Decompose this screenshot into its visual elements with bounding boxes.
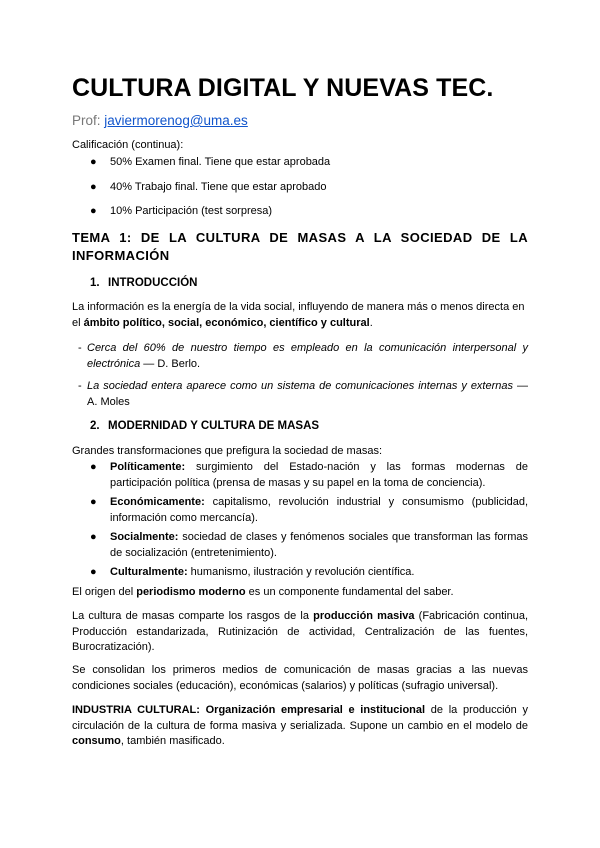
list-item: ● Socialmente: sociedad de clases y fenómenos sociales que transforman las formas de socialización (entretenimiento).: [90, 531, 528, 559]
section2-intro: Grandes transformaciones que prefigura la sociedad de masas:: [72, 445, 383, 457]
section-heading-modernidad: 2. MODERNIDAD Y CULTURA DE MASAS: [90, 420, 320, 432]
bullet-icon: ●: [90, 181, 97, 193]
intro-paragraph: La información es la energía de la vida social, influyendo de manera más o menos directa en el ámbito político, social, económico, científico y cultural.: [72, 301, 525, 329]
grading-heading: Calificación (continua):: [72, 139, 184, 151]
cultural-industry-paragraph: INDUSTRIA CULTURAL: Organización empresarial e institucional de la producción y circulación de la cultura de forma masiva y serializada. Supone un cambio en el modelo de consumo, también masificado.: [72, 704, 528, 747]
transformations-list: [90, 460, 528, 585]
list-item: ● Económicamente: capitalismo, revolución industrial y consumismo (publicidad, información como mercancía).: [90, 496, 528, 524]
professor-label: Prof:: [72, 113, 101, 128]
dash-marker: -: [78, 380, 82, 392]
bullet-icon: ●: [90, 531, 97, 543]
mass-culture-paragraph: La cultura de masas comparte los rasgos de la producción masiva (Fabricación continua, Producción estandarizada, Rutinización de actividad, Centralización de las fuentes, Burocratización).: [72, 610, 528, 653]
quote-moles: - La sociedad entera aparece como un sistema de comunicaciones internas y externas — A. Moles: [78, 380, 529, 408]
professor-email-link[interactable]: javiermorenog@uma.es: [104, 113, 248, 128]
grading-item: ● 40% Trabajo final. Tiene que estar aprobado: [90, 181, 327, 193]
section-heading-introduccion: 1. INTRODUCCIÓN: [90, 277, 198, 289]
bullet-icon: ●: [90, 496, 97, 508]
grading-item: ● 50% Examen final. Tiene que estar aprobada: [90, 156, 331, 168]
dash-marker: -: [78, 342, 82, 354]
professor-line: [72, 113, 248, 128]
bullet-icon: ●: [90, 205, 97, 217]
chapter-heading: TEMA 1: DE LA CULTURA DE MASAS A LA SOCIEDAD DE LA INFORMACIÓN: [72, 230, 528, 263]
bullet-icon: ●: [90, 156, 97, 168]
grading-item: ● 10% Participación (test sorpresa): [90, 205, 273, 217]
list-item: ● Culturalmente: humanismo, ilustración y revolución científica.: [90, 565, 528, 581]
origin-paragraph: El origen del periodismo moderno es un componente fundamental del saber.: [72, 586, 454, 598]
quote-berlo: - Cerca del 60% de nuestro tiempo es empleado en la comunicación interpersonal y electrónica — D. Berlo.: [78, 342, 528, 370]
document-title: CULTURA DIGITAL Y NUEVAS TEC.: [72, 74, 494, 102]
list-item: ● Políticamente: surgimiento del Estado-nación y las formas modernas de participación política (prensa de masas y su papel en la toma de conciencia).: [90, 461, 528, 489]
bullet-icon: ●: [90, 566, 97, 578]
media-paragraph: Se consolidan los primeros medios de comunicación de masas gracias a las nuevas condiciones sociales (educación), económicas (salarios) y políticas (sufragio universal).: [72, 664, 528, 692]
bullet-icon: ●: [90, 461, 97, 473]
